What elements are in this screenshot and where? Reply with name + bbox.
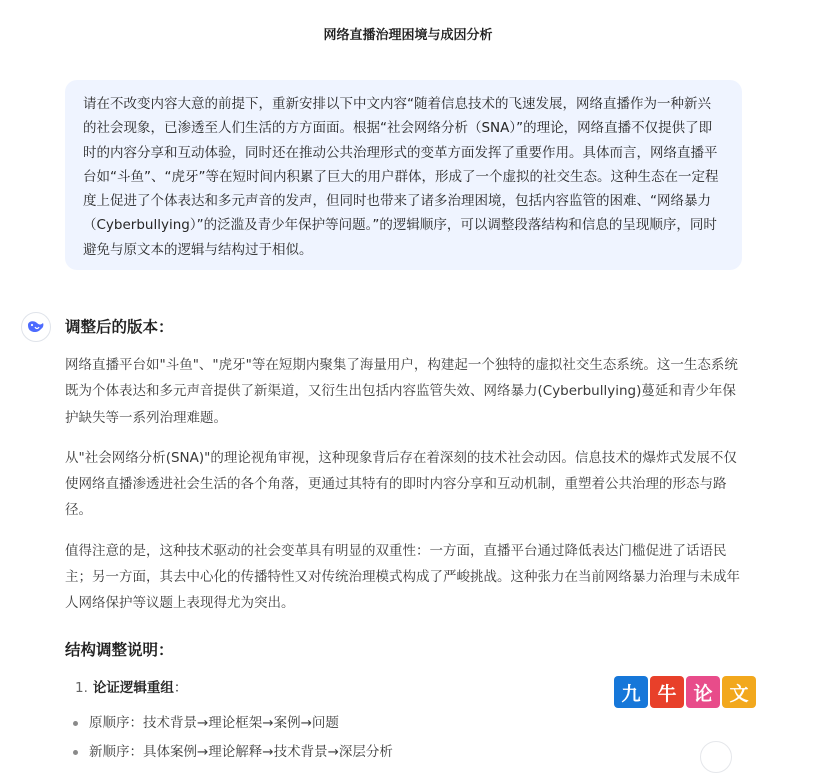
answer-heading: 调整后的版本：	[65, 318, 174, 336]
bullet-text: 新顺序：具体案例→理论解释→技术背景→深层分析	[89, 743, 393, 760]
list-item-label: 论证逻辑重组	[92, 679, 174, 696]
watermark-tile: 九	[614, 676, 648, 708]
bullet-dot-icon	[73, 750, 78, 755]
bullet-item	[65, 709, 745, 738]
bullet-text: 原顺序：技术背景→理论框架→案例→问题	[89, 714, 339, 731]
whale-logo-icon	[26, 319, 46, 335]
watermark-tile: 论	[686, 676, 720, 708]
scroll-to-bottom-button[interactable]	[700, 741, 732, 773]
answer-paragraph: 网络直播平台如"斗鱼"、"虎牙"等在短期内聚集了海量用户，构建起一个独特的虚拟社交生态系统。这一生态系统既为个体表达和多元声音提供了新渠道，又衍生出包括内容监管失效、网络暴力(Cyberbullying)蔓延和青少年保护缺失等一系列治理难题。	[65, 357, 738, 426]
watermark-logo	[614, 676, 756, 708]
answer-paragraph: 从"社会网络分析(SNA)"的理论视角审视，这种现象背后存在着深刻的技术社会动因。信息技术的爆炸式发展不仅使网络直播渗透进社会生活的各个角落，更通过其特有的即时内容分享和互动机制，重塑着公共治理的形态与路径。	[65, 449, 737, 519]
bullet-dot-icon	[73, 721, 78, 726]
watermark-tile: 牛	[650, 676, 684, 708]
assistant-avatar	[21, 312, 51, 342]
conversation-title: 网络直播治理困境与成因分析	[323, 28, 493, 43]
bullet-item	[65, 738, 745, 767]
section-heading: 结构调整说明：	[65, 640, 174, 659]
watermark-tile: 文	[722, 676, 756, 708]
user-message-bubble: 请在不改变内容大意的前提下，重新安排以下中文内容“随着信息技术的飞速发展，网络直播作为一种新兴的社会现象，已渗透至人们生活的方方面面。根据“社会网络分析（SNA）”的理论，网络直播不仅提供了即时的内容分享和互动体验，同时还在推动公共治理形式的变革方面发挥了重要作用。具体而言，网络直播平台如“斗鱼”、“虎牙”等在短时间内积累了巨大的用户群体，形成了一个虚拟的社交生态。这种生态在一定程度上促进了个体表达和多元声音的发声，但同时也带来了诸多治理困境，包括内容监管的困难、“网络暴力（Cyberbullying）”的泛滥及青少年保护等问题。”的逻辑顺序，可以调整段落结构和信息的呈现顺序，同时避免与原文本的逻辑与结构过于相似。	[65, 80, 742, 270]
list-number: 1.	[75, 679, 88, 696]
list-item-suffix: ：	[173, 679, 188, 696]
answer-paragraph: 值得注意的是，这种技术驱动的社会变革具有明显的双重性：一方面，直播平台通过降低表达门槛促进了话语民主；另一方面，其去中心化的传播特性又对传统治理模式构成了严峻挑战。这种张力在当前网络暴力治理与未成年人网络保护等议题上表现得尤为突出。	[65, 542, 740, 612]
bullet-list	[65, 709, 745, 767]
